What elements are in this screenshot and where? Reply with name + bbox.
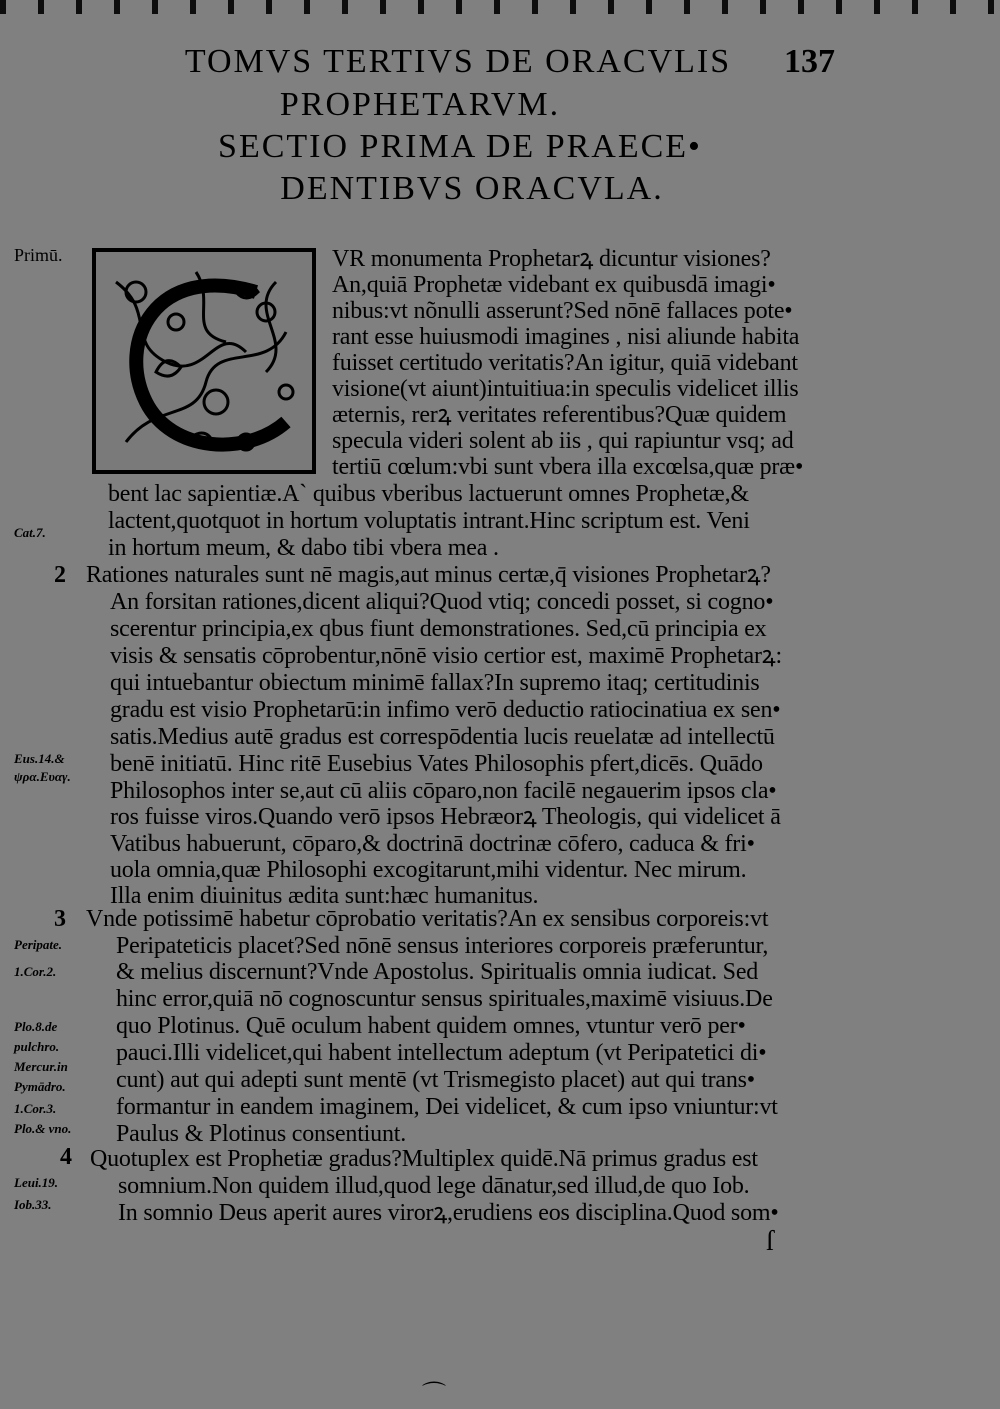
text-line: visis & sensatis cōprobentur,nōnē visio certior est, maximē Prophetarꝝ: <box>110 643 782 669</box>
page-number: 137 <box>784 43 835 80</box>
text-line: Rationes naturales sunt nē magis,aut minus certæ,q̄ visiones Prophetarꝝ? <box>86 562 771 588</box>
text-line: visione(vt aiunt)intuitiua:in speculis videlicet illis <box>332 376 799 402</box>
text-line: satis.Medius autē gradus est correspōdentia lucis reuelatæ ad intellectū <box>110 724 775 750</box>
text-line: Philosophos inter se,aut cū aliis cōparo,non facilē negauerim ipsos cla• <box>110 778 777 804</box>
text-line: somnium.Non quidem illud,quod lege dānatur,sed illud,de quo Iob. <box>118 1173 750 1199</box>
text-line: hinc error,quiā nō cognoscuntur sensus spirituales,maximē visiuus.De <box>116 986 773 1012</box>
text-line: quo Plotinus. Quē oculum habent quidem omnes, vtuntur verō per• <box>116 1013 746 1039</box>
header-title-line-2: PROPHETARVM. <box>279 86 561 123</box>
margin-note: Pymādro. <box>14 1079 66 1094</box>
section-number: 4 <box>60 1144 72 1170</box>
text-line: nibus:vt nõnulli asserunt?Sed nōnē fallaces pote• <box>332 298 793 324</box>
margin-note: Peripate. <box>14 937 63 952</box>
margin-note: Plo.& vno. <box>14 1121 72 1136</box>
text-line: ros fuisse viros.Quando verō ipsos Hebræorꝝ Theologis, qui videlicet ā <box>110 804 781 830</box>
text-line: Peripateticis placet?Sed nōnē sensus interiores corporeis præferuntur, <box>116 933 769 959</box>
text-line: benē initiatū. Hinc ritē Eusebius Vates Philosophis pfert,dicēs. Quādo <box>110 751 763 777</box>
margin-note: pulchro. <box>14 1039 60 1054</box>
margin-note: ψρα.Ευαγ. <box>14 769 71 784</box>
text-line: gradu est visio Prophetarū:in infimo verō deductio ratiocinatiua ex sen• <box>110 697 781 723</box>
bottom-edge-mark: ⌒ <box>422 1382 446 1408</box>
text-line: fuisset certitudo veritatis?An igitur, quiā videbant <box>332 350 798 376</box>
text-line: Paulus & Plotinus consentiunt. <box>116 1121 407 1147</box>
text-line: scerentur principia,ex qbus fiunt demonstrationes. Sed,cū principia ex <box>110 616 767 642</box>
margin-note: Primū. <box>14 245 63 265</box>
header-title-line-4: DENTIBVS ORACVLA. <box>280 170 664 207</box>
margin-note: Iob.33. <box>14 1197 52 1212</box>
text-line: Vatibus habuerunt, cōparo,& doctrinā doctrinæ cōfero, caduca & fri• <box>110 831 755 857</box>
text-line: rant esse huiusmodi imagines , nisi aliunde habita <box>332 324 800 350</box>
section-number: 3 <box>54 906 66 932</box>
text-line: in hortum meum, & dabo tibi vbera mea . <box>108 535 499 561</box>
margin-note: Leui.19. <box>14 1175 59 1190</box>
margin-note: Mercur.in <box>14 1059 68 1074</box>
top-edge-bleed <box>0 0 1000 14</box>
text-line: tertiū cœlum:vbi sunt vbera illa excœlsa,quæ præ• <box>332 454 804 480</box>
margin-note: Cat.7. <box>14 525 46 540</box>
text-line: Illa enim diuinitus ædita sunt:hæc humanitus. <box>110 883 539 909</box>
text-line: In somnio Deus aperit aures virorꝝ,erudiens eos disciplina.Quod som• <box>118 1200 779 1226</box>
header-title-line-3: SECTIO PRIMA DE PRAECE• <box>218 128 702 165</box>
text-line: bent lac sapientiæ.Aˋ quibus vberibus lactuerunt omnes Prophetæ,& <box>108 481 749 507</box>
section-number: 2 <box>54 562 66 588</box>
text-line: qui intuebantur obiectum minimē fallax?In supremo itaq; certitudinis <box>110 670 760 696</box>
text-line: An forsitan rationes,dicent aliqui?Quod vtiq; concedi posset, si cogno• <box>110 589 774 615</box>
margin-note: 1.Cor.2. <box>14 964 57 979</box>
text-line: Vnde potissimē habetur cōprobatio veritatis?An ex sensibus corporeis:vt <box>86 906 769 932</box>
text-line: cunt) aut qui adepti sunt mentē (vt Trismegisto placet) aut qui trans• <box>116 1067 755 1093</box>
header-title-line-1: TOMVS TERTIVS DE ORACVLIS <box>184 43 732 80</box>
margin-note: 1.Cor.3. <box>14 1101 57 1116</box>
text-line: specula videri solent ab iis , qui rapiuntur vsq; ad <box>332 428 794 454</box>
text-line: æternis, rerꝝ veritates referentibus?Quæ quidem <box>332 402 787 428</box>
margin-note: Plo.8.de <box>14 1019 58 1034</box>
text-line: VR monumenta Prophetarꝝ dicuntur visiones? <box>332 246 771 272</box>
text-line: uola omnia,quæ Philosophi excogitarunt,mihi videntur. Nec mirum. <box>110 857 747 883</box>
text-line: Quotuplex est Prophetiæ gradus?Multiplex quidē.Nā primus gradus est <box>90 1146 758 1172</box>
text-line: formantur in eandem imaginem, Dei videlicet, & cum ipso vniuntur:vt <box>116 1094 778 1120</box>
text-line: lactent,quotquot in hortum voluptatis intrant.Hinc scriptum est. Veni <box>108 508 750 534</box>
text-line: pauci.Illi videlicet,qui habent intellectum adeptum (vt Peripatetici di• <box>116 1040 767 1066</box>
text-line: An,quiā Prophetæ videbant ex quibusdā imagi• <box>332 272 776 298</box>
margin-note: Eus.14.& <box>14 751 65 766</box>
catchword: ſ <box>766 1226 774 1257</box>
decorated-initial <box>92 248 316 474</box>
text-line: & melius discernunt?Vnde Apostolus. Spiritualis omnia iudicat. Sed <box>116 959 759 985</box>
ornament-vine-icon <box>96 252 312 470</box>
